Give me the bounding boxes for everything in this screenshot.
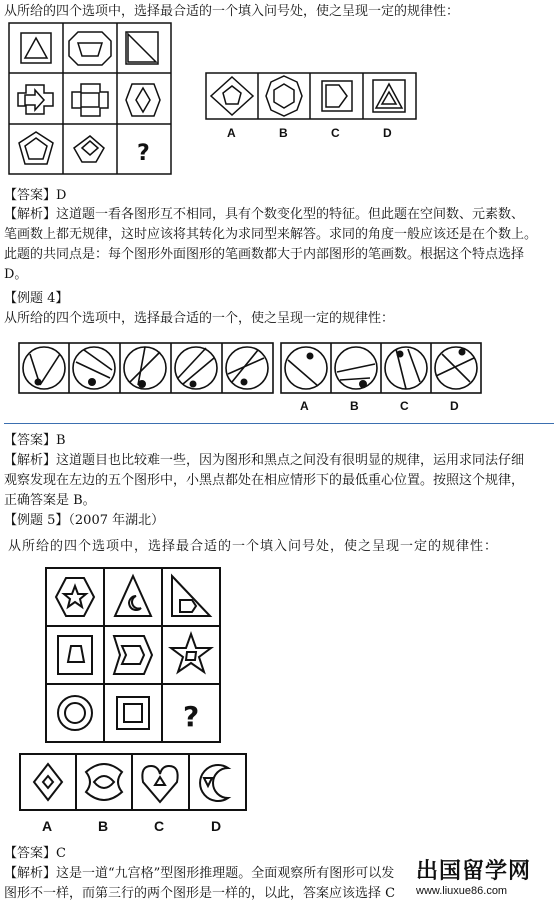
q4-answer: 【答案】B [4, 433, 66, 448]
q5-prompt: 从所给的四个选项中，选择最合适的一个填入问号处，使之呈现一定的规律性： [8, 539, 499, 554]
q3-question-grid [8, 22, 178, 178]
q3-analysis-line-3: 此题的共同点是：每个图形外面图形的笔画数都大于内部图形的笔画数。根据这个特点选择 [4, 247, 525, 262]
q3-analysis-line-4: D。 [4, 267, 28, 282]
watermark-url: www.liuxue86.com [416, 885, 508, 897]
q4-title: 【例题 4】 [4, 291, 69, 306]
q5-answer: 【答案】C [4, 846, 66, 861]
q5-option-b-label: B [98, 818, 109, 834]
q3-analysis-line-1: 【解析】这道题一看各图形互不相同，具有个数变化型的特征。但此题在空间数、元素数、 [4, 207, 525, 222]
q5-analysis-line-1: 【解析】这是一道“九宫格”型图形推理题。全面观察所有图形可以发 [4, 866, 395, 881]
q4-option-c-label: C [400, 399, 409, 413]
q5-option-d-label: D [211, 818, 222, 834]
triangle-inner-shape [25, 38, 47, 58]
q5-option-row [18, 752, 250, 814]
q5-question-grid [44, 566, 226, 748]
q4-prompt: 从所给的四个选项中，选择最合适的一个，使之呈现一定的规律性： [4, 311, 395, 326]
q3-option-a-label: A [227, 126, 236, 140]
trapezoid-inner-shape [78, 43, 102, 56]
q4-option-a-label: A [300, 399, 309, 413]
q5-option-c-label: C [154, 818, 165, 834]
arrow-inner-shape [25, 90, 44, 110]
q3-option-b-label: B [279, 126, 288, 140]
q4-analysis-line-2: 观察发现在左边的五个图形中，小黑点都处在相应情形下的最低重心位置。按照这个规律， [4, 473, 525, 488]
q5-analysis-line-2: 图形不一样，而第三行的两个图形是一样的，以此，答案应该选择 C [4, 886, 396, 901]
q5-question-mark: ? [183, 700, 200, 733]
octagon-outer-shape [69, 32, 111, 65]
q4-figure-row [18, 342, 488, 398]
q4-option-b-label: B [350, 399, 359, 413]
q5-title: 【例题 5】（2007 年湖北） [4, 513, 165, 528]
watermark-logo [416, 858, 558, 902]
q4-option-d-label: D [450, 399, 459, 413]
q3-option-d-label: D [383, 126, 392, 140]
q4-analysis-line-3: 正确答案是 B。 [4, 493, 96, 508]
q3-answer: 【答案】D [4, 188, 67, 203]
q3-option-c-label: C [331, 126, 340, 140]
q4-analysis-line-1: 【解析】这道题目也比较难一些，因为图形和黑点之间没有很明显的规律，运用求同法仔细 [4, 453, 525, 468]
section-divider [4, 423, 554, 424]
q3-analysis-line-2: 笔画数上都无规律，这时应该将其转化为求同型来解答。求同的角度一般应该还是在个数上。 [4, 227, 538, 242]
question-mark: ? [137, 141, 150, 166]
q3-prompt: 从所给的四个选项中，选择最合适的一个填入问号处，使之呈现一定的规律性： [4, 4, 460, 19]
q5-option-a-label: A [42, 818, 53, 834]
q3-option-row [205, 72, 420, 122]
watermark-title: 出国留学网 [416, 858, 532, 883]
